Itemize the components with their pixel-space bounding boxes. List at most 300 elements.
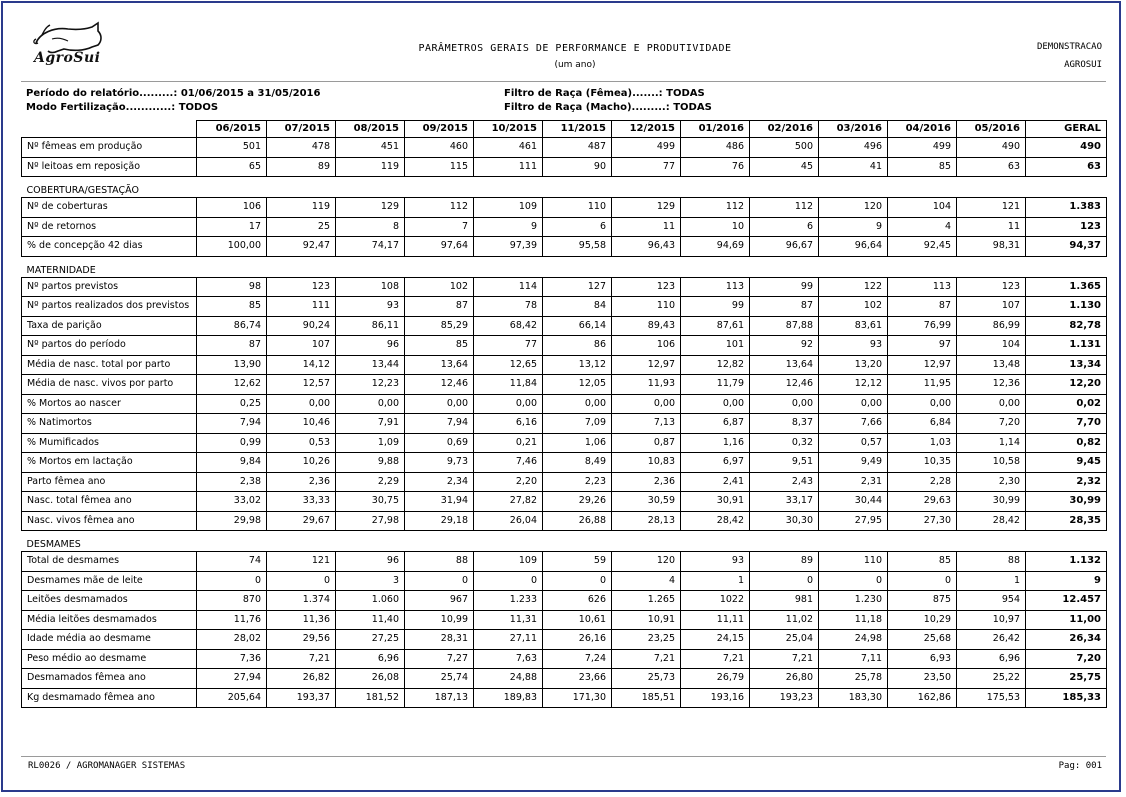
value-cell: 99 [750, 277, 819, 297]
value-cell: 0 [197, 571, 267, 591]
value-cell: 193,37 [267, 688, 336, 708]
value-cell: 11,40 [336, 610, 405, 630]
value-cell: 87,88 [750, 316, 819, 336]
column-header: 12/2015 [612, 121, 681, 138]
value-cell: 11 [612, 217, 681, 237]
value-cell: 1.060 [336, 591, 405, 611]
value-cell: 10,61 [543, 610, 612, 630]
value-cell: 7,21 [750, 649, 819, 669]
value-cell: 7,66 [819, 414, 888, 434]
total-cell: 490 [1026, 138, 1107, 158]
value-cell: 121 [957, 198, 1026, 218]
value-cell: 7,36 [197, 649, 267, 669]
table-row [22, 157, 1107, 177]
column-header: 08/2015 [336, 121, 405, 138]
breed-female-filter [504, 88, 705, 99]
value-cell: 1.265 [612, 591, 681, 611]
value-cell: 7,13 [612, 414, 681, 434]
value-cell: 0,00 [957, 394, 1026, 414]
row-label: % de concepção 42 dias [22, 237, 197, 257]
value-cell: 2,34 [405, 472, 474, 492]
value-cell: 110 [543, 198, 612, 218]
value-cell: 8,37 [750, 414, 819, 434]
value-cell: 92 [750, 336, 819, 356]
row-label: % Natimortos [22, 414, 197, 434]
table-row [22, 511, 1107, 531]
total-cell: 63 [1026, 157, 1107, 177]
value-cell: 12,62 [197, 375, 267, 395]
value-cell: 109 [474, 198, 543, 218]
value-cell: 0 [543, 571, 612, 591]
row-label: Nasc. vivos fêmea ano [22, 511, 197, 531]
value-cell: 97,64 [405, 237, 474, 257]
value-cell: 875 [888, 591, 957, 611]
value-cell: 6,16 [474, 414, 543, 434]
value-cell: 12,36 [957, 375, 1026, 395]
value-cell: 25,04 [750, 630, 819, 650]
value-cell: 90,24 [267, 316, 336, 336]
value-cell: 102 [819, 297, 888, 317]
value-cell: 2,36 [612, 472, 681, 492]
value-cell: 7,27 [405, 649, 474, 669]
value-cell: 9,88 [336, 453, 405, 473]
value-cell: 0 [888, 571, 957, 591]
value-cell: 112 [681, 198, 750, 218]
value-cell: 86,11 [336, 316, 405, 336]
total-cell: 0,82 [1026, 433, 1107, 453]
section-header-row [22, 531, 1107, 552]
row-label: Kg desmamado fêmea ano [22, 688, 197, 708]
value-cell: 94,69 [681, 237, 750, 257]
value-cell: 0,99 [197, 433, 267, 453]
column-header: 02/2016 [750, 121, 819, 138]
total-cell: 25,75 [1026, 669, 1107, 689]
value-cell: 1.233 [474, 591, 543, 611]
value-cell: 26,80 [750, 669, 819, 689]
row-label: Nº partos realizados dos previstos [22, 297, 197, 317]
total-cell: 2,32 [1026, 472, 1107, 492]
value-cell: 85 [405, 336, 474, 356]
logo-text: AgroSui [34, 50, 101, 66]
value-cell: 4 [888, 217, 957, 237]
value-cell: 85 [888, 157, 957, 177]
value-cell: 89 [750, 552, 819, 572]
value-cell: 9 [819, 217, 888, 237]
value-cell: 25,22 [957, 669, 1026, 689]
value-cell: 98,31 [957, 237, 1026, 257]
value-cell: 10,26 [267, 453, 336, 473]
value-cell: 30,75 [336, 492, 405, 512]
value-cell: 1.230 [819, 591, 888, 611]
mode-label: Modo Fertilização............: [26, 102, 176, 113]
value-cell: 12,97 [888, 355, 957, 375]
value-cell: 6,87 [681, 414, 750, 434]
value-cell: 10,58 [957, 453, 1026, 473]
value-cell: 27,82 [474, 492, 543, 512]
value-cell: 26,08 [336, 669, 405, 689]
value-cell: 87,61 [681, 316, 750, 336]
value-cell: 1.374 [267, 591, 336, 611]
column-header: 06/2015 [197, 121, 267, 138]
value-cell: 171,30 [543, 688, 612, 708]
value-cell: 0,00 [612, 394, 681, 414]
value-cell: 68,42 [474, 316, 543, 336]
value-cell: 9,51 [750, 453, 819, 473]
row-label: Nº leitoas em reposição [22, 157, 197, 177]
table-row [22, 571, 1107, 591]
row-label: Peso médio ao desmame [22, 649, 197, 669]
table-row [22, 472, 1107, 492]
value-cell: 84 [543, 297, 612, 317]
value-cell: 25,74 [405, 669, 474, 689]
value-cell: 6,93 [888, 649, 957, 669]
value-cell: 0,00 [405, 394, 474, 414]
table-row [22, 138, 1107, 158]
value-cell: 11,76 [197, 610, 267, 630]
total-cell: 94,37 [1026, 237, 1107, 257]
value-cell: 123 [267, 277, 336, 297]
table-row [22, 375, 1107, 395]
section-title: MATERNIDADE [26, 264, 96, 276]
value-cell: 111 [267, 297, 336, 317]
value-cell: 13,90 [197, 355, 267, 375]
table-row [22, 433, 1107, 453]
value-cell: 110 [612, 297, 681, 317]
value-cell: 870 [197, 591, 267, 611]
value-cell: 108 [336, 277, 405, 297]
total-cell: 7,20 [1026, 649, 1107, 669]
value-cell: 13,48 [957, 355, 1026, 375]
total-cell: 7,70 [1026, 414, 1107, 434]
value-cell: 33,17 [750, 492, 819, 512]
value-cell: 119 [336, 157, 405, 177]
value-cell: 496 [819, 138, 888, 158]
value-cell: 28,42 [681, 511, 750, 531]
value-cell: 2,36 [267, 472, 336, 492]
value-cell: 96,64 [819, 237, 888, 257]
value-cell: 162,86 [888, 688, 957, 708]
value-cell: 0,00 [543, 394, 612, 414]
value-cell: 93 [681, 552, 750, 572]
total-cell: 26,34 [1026, 630, 1107, 650]
value-cell: 88 [957, 552, 1026, 572]
value-cell: 27,30 [888, 511, 957, 531]
value-cell: 88 [405, 552, 474, 572]
column-header: 05/2016 [957, 121, 1026, 138]
value-cell: 0,69 [405, 433, 474, 453]
value-cell: 954 [957, 591, 1026, 611]
row-label: Nº partos do período [22, 336, 197, 356]
value-cell: 112 [405, 198, 474, 218]
value-cell: 0 [405, 571, 474, 591]
table-row [22, 453, 1107, 473]
value-cell: 11,95 [888, 375, 957, 395]
value-cell: 98 [197, 277, 267, 297]
value-cell: 0,00 [750, 394, 819, 414]
value-cell: 9 [474, 217, 543, 237]
value-cell: 0,21 [474, 433, 543, 453]
value-cell: 183,30 [819, 688, 888, 708]
value-cell: 461 [474, 138, 543, 158]
table-row [22, 198, 1107, 218]
value-cell: 487 [543, 138, 612, 158]
value-cell: 13,12 [543, 355, 612, 375]
value-cell: 0,32 [750, 433, 819, 453]
table-row [22, 630, 1107, 650]
value-cell: 97,39 [474, 237, 543, 257]
value-cell: 87 [750, 297, 819, 317]
value-cell: 59 [543, 552, 612, 572]
value-cell: 2,28 [888, 472, 957, 492]
value-cell: 1,09 [336, 433, 405, 453]
value-cell: 112 [750, 198, 819, 218]
value-cell: 76,99 [888, 316, 957, 336]
value-cell: 27,95 [819, 511, 888, 531]
section-header-row [22, 177, 1107, 198]
breed-male-filter [504, 102, 712, 113]
value-cell: 10,99 [405, 610, 474, 630]
row-label: Desmamados fêmea ano [22, 669, 197, 689]
total-cell: 11,00 [1026, 610, 1107, 630]
table-row [22, 688, 1107, 708]
value-cell: 107 [267, 336, 336, 356]
value-cell: 109 [474, 552, 543, 572]
value-cell: 0,87 [612, 433, 681, 453]
table-row [22, 610, 1107, 630]
header-row [22, 121, 1107, 138]
table-row [22, 217, 1107, 237]
table-row [22, 277, 1107, 297]
value-cell: 12,65 [474, 355, 543, 375]
value-cell: 11,18 [819, 610, 888, 630]
value-cell: 13,20 [819, 355, 888, 375]
column-header: 04/2016 [888, 121, 957, 138]
value-cell: 77 [474, 336, 543, 356]
value-cell: 23,25 [612, 630, 681, 650]
agrosui-logo [28, 17, 118, 69]
value-cell: 0,25 [197, 394, 267, 414]
value-cell: 2,41 [681, 472, 750, 492]
value-cell: 0,00 [336, 394, 405, 414]
value-cell: 111 [474, 157, 543, 177]
value-cell: 25,73 [612, 669, 681, 689]
value-cell: 121 [267, 552, 336, 572]
value-cell: 26,04 [474, 511, 543, 531]
value-cell: 3 [336, 571, 405, 591]
value-cell: 26,16 [543, 630, 612, 650]
table-row [22, 316, 1107, 336]
value-cell: 97 [888, 336, 957, 356]
table-row [22, 297, 1107, 317]
mode-value: TODOS [178, 102, 219, 113]
value-cell: 95,58 [543, 237, 612, 257]
row-label: Nº partos previstos [22, 277, 197, 297]
value-cell: 7 [405, 217, 474, 237]
value-cell: 7,21 [612, 649, 681, 669]
value-cell: 9,84 [197, 453, 267, 473]
value-cell: 87 [888, 297, 957, 317]
page-number: Pag: 001 [1058, 761, 1102, 771]
value-cell: 7,46 [474, 453, 543, 473]
period-value: 01/06/2015 a 31/05/2016 [180, 88, 321, 99]
row-label: % Mortos ao nascer [22, 394, 197, 414]
value-cell: 7,91 [336, 414, 405, 434]
value-cell: 9,49 [819, 453, 888, 473]
table-row [22, 336, 1107, 356]
value-cell: 1 [957, 571, 1026, 591]
value-cell: 13,64 [405, 355, 474, 375]
value-cell: 460 [405, 138, 474, 158]
value-cell: 10,35 [888, 453, 957, 473]
performance-table [21, 120, 1107, 708]
value-cell: 110 [819, 552, 888, 572]
section-header-row [22, 256, 1107, 277]
value-cell: 28,13 [612, 511, 681, 531]
value-cell: 120 [612, 552, 681, 572]
column-header: GERAL [1026, 121, 1107, 138]
value-cell: 23,50 [888, 669, 957, 689]
total-cell: 9,45 [1026, 453, 1107, 473]
value-cell: 92,47 [267, 237, 336, 257]
value-cell: 26,88 [543, 511, 612, 531]
table-row [22, 649, 1107, 669]
value-cell: 8,49 [543, 453, 612, 473]
value-cell: 10 [681, 217, 750, 237]
value-cell: 114 [474, 277, 543, 297]
value-cell: 10,83 [612, 453, 681, 473]
total-cell: 82,78 [1026, 316, 1107, 336]
total-cell: 30,99 [1026, 492, 1107, 512]
value-cell: 85 [197, 297, 267, 317]
value-cell: 33,02 [197, 492, 267, 512]
value-cell: 181,52 [336, 688, 405, 708]
total-cell: 12,20 [1026, 375, 1107, 395]
value-cell: 27,94 [197, 669, 267, 689]
value-cell: 123 [612, 277, 681, 297]
value-cell: 0,00 [474, 394, 543, 414]
value-cell: 23,66 [543, 669, 612, 689]
value-cell: 1022 [681, 591, 750, 611]
value-cell: 501 [197, 138, 267, 158]
value-cell: 13,64 [750, 355, 819, 375]
value-cell: 451 [336, 138, 405, 158]
value-cell: 6,96 [957, 649, 1026, 669]
value-cell: 96 [336, 552, 405, 572]
value-cell: 29,63 [888, 492, 957, 512]
value-cell: 24,98 [819, 630, 888, 650]
value-cell: 27,11 [474, 630, 543, 650]
value-cell: 7,63 [474, 649, 543, 669]
value-cell: 6 [750, 217, 819, 237]
value-cell: 8 [336, 217, 405, 237]
value-cell: 101 [681, 336, 750, 356]
value-cell: 28,31 [405, 630, 474, 650]
row-label: Média de nasc. total por parto [22, 355, 197, 375]
value-cell: 127 [543, 277, 612, 297]
value-cell: 2,43 [750, 472, 819, 492]
value-cell: 7,11 [819, 649, 888, 669]
total-cell: 9 [1026, 571, 1107, 591]
row-label: Parto fêmea ano [22, 472, 197, 492]
value-cell: 175,53 [957, 688, 1026, 708]
value-cell: 93 [819, 336, 888, 356]
column-header: 09/2015 [405, 121, 474, 138]
value-cell: 12,46 [405, 375, 474, 395]
value-cell: 11,11 [681, 610, 750, 630]
value-cell: 99 [681, 297, 750, 317]
value-cell: 12,97 [612, 355, 681, 375]
value-cell: 11,31 [474, 610, 543, 630]
value-cell: 6,84 [888, 414, 957, 434]
value-cell: 7,24 [543, 649, 612, 669]
value-cell: 27,98 [336, 511, 405, 531]
row-label: Nº de retornos [22, 217, 197, 237]
value-cell: 96,67 [750, 237, 819, 257]
value-cell: 193,16 [681, 688, 750, 708]
value-cell: 0,57 [819, 433, 888, 453]
value-cell: 7,94 [197, 414, 267, 434]
value-cell: 113 [888, 277, 957, 297]
value-cell: 11,36 [267, 610, 336, 630]
value-cell: 2,38 [197, 472, 267, 492]
company-name: DEMONSTRACAO [1036, 42, 1102, 52]
value-cell: 0,00 [888, 394, 957, 414]
value-cell: 9,73 [405, 453, 474, 473]
value-cell: 45 [750, 157, 819, 177]
row-label: Média leitões desmamados [22, 610, 197, 630]
value-cell: 11 [957, 217, 1026, 237]
value-cell: 115 [405, 157, 474, 177]
total-cell: 1.130 [1026, 297, 1107, 317]
section-title: COBERTURA/GESTAÇÃO [26, 185, 139, 196]
value-cell: 66,14 [543, 316, 612, 336]
value-cell: 193,23 [750, 688, 819, 708]
value-cell: 31,94 [405, 492, 474, 512]
value-cell: 11,93 [612, 375, 681, 395]
value-cell: 1,06 [543, 433, 612, 453]
row-label: % Mortos em lactação [22, 453, 197, 473]
value-cell: 83,61 [819, 316, 888, 336]
row-label: Taxa de parição [22, 316, 197, 336]
value-cell: 478 [267, 138, 336, 158]
value-cell: 100,00 [197, 237, 267, 257]
value-cell: 205,64 [197, 688, 267, 708]
total-cell: 1.131 [1026, 336, 1107, 356]
column-header: 07/2015 [267, 121, 336, 138]
table-row [22, 591, 1107, 611]
column-header: 11/2015 [543, 121, 612, 138]
value-cell: 2,29 [336, 472, 405, 492]
value-cell: 7,21 [681, 649, 750, 669]
row-label: Leitões desmamados [22, 591, 197, 611]
header-divider [21, 81, 1106, 82]
value-cell: 12,82 [681, 355, 750, 375]
column-header: 03/2016 [819, 121, 888, 138]
value-cell: 10,91 [612, 610, 681, 630]
value-cell: 26,82 [267, 669, 336, 689]
row-label: Nº fêmeas em produção [22, 138, 197, 158]
value-cell: 26,42 [957, 630, 1026, 650]
value-cell: 185,51 [612, 688, 681, 708]
total-cell: 12.457 [1026, 591, 1107, 611]
value-cell: 17 [197, 217, 267, 237]
value-cell: 129 [336, 198, 405, 218]
value-cell: 2,31 [819, 472, 888, 492]
row-label: Nasc. total fêmea ano [22, 492, 197, 512]
period-filter [26, 88, 320, 99]
row-label: Nº de coberturas [22, 198, 197, 218]
value-cell: 76 [681, 157, 750, 177]
